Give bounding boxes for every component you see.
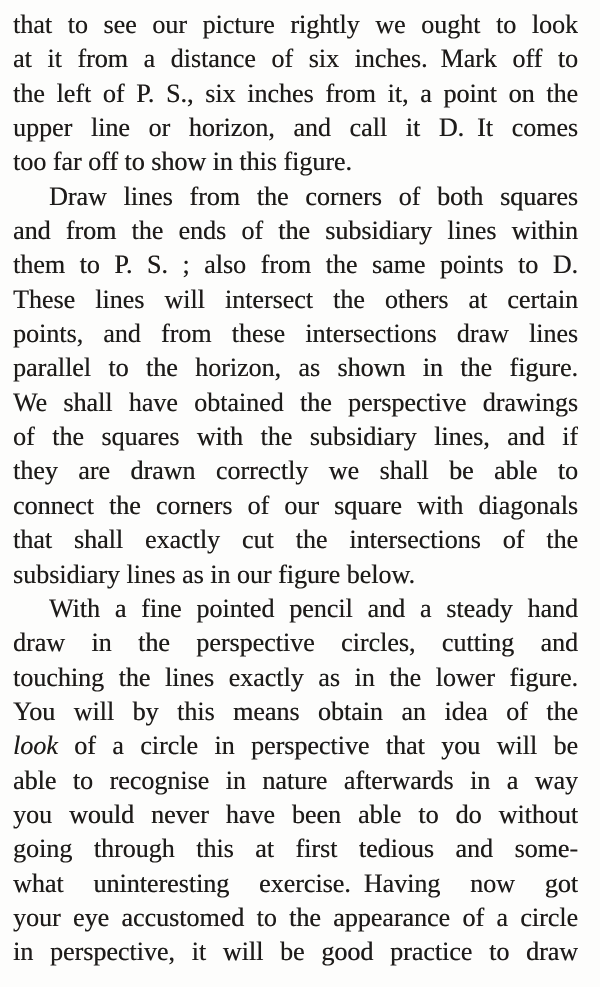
paragraph bbox=[13, 180, 578, 592]
text-line: These lines will intersect the others at certain bbox=[13, 284, 578, 314]
text-line: at it from a distance of six inches. Mark off to bbox=[13, 44, 578, 74]
text-line: too far off to show in this figure. bbox=[13, 147, 352, 177]
text-line: You will by this means obtain an idea of the bbox=[13, 696, 578, 726]
text-line: subsidiary lines as in our figure below. bbox=[13, 559, 415, 589]
paragraph bbox=[13, 592, 578, 970]
text-line: that shall exactly cut the intersections of the bbox=[13, 525, 578, 555]
page-text bbox=[13, 8, 578, 970]
text-line: look of a circle in perspective that you will be bbox=[13, 731, 578, 761]
text-line: your eye accustomed to the appearance of a circle bbox=[13, 902, 578, 932]
text-line: you would never have been able to do without bbox=[13, 799, 578, 829]
text-line: points, and from these intersections draw lines bbox=[13, 319, 578, 349]
text-line: what uninteresting exercise. Having now got bbox=[13, 868, 578, 898]
text-line: We shall have obtained the perspective drawings bbox=[13, 387, 578, 417]
text-line: in perspective, it will be good practice to draw bbox=[13, 937, 578, 967]
text-line: they are drawn correctly we shall be able to bbox=[13, 456, 578, 486]
text-line: going through this at first tedious and some- bbox=[13, 834, 578, 864]
text-line: of the squares with the subsidiary lines, and if bbox=[13, 422, 578, 452]
text-line: and from the ends of the subsidiary lines within bbox=[13, 216, 578, 246]
text-line: upper line or horizon, and call it D. It comes bbox=[13, 113, 578, 143]
text-line: draw in the perspective circles, cutting and bbox=[13, 628, 578, 658]
text-line: connect the corners of our square with diagonals bbox=[13, 490, 578, 520]
paragraph bbox=[13, 8, 578, 180]
text-line: able to recognise in nature afterwards in a way bbox=[13, 765, 578, 795]
text-line: parallel to the horizon, as shown in the figure. bbox=[13, 353, 578, 383]
text-line: them to P. S. ; also from the same points to D. bbox=[13, 250, 578, 280]
text-line: touching the lines exactly as in the lower figure. bbox=[13, 662, 578, 692]
text-line: Draw lines from the corners of both squares bbox=[49, 181, 578, 211]
text-line: that to see our picture rightly we ought to look bbox=[13, 10, 578, 39]
text-line: With a fine pointed pencil and a steady hand bbox=[49, 593, 578, 623]
text-line: the left of P. S., six inches from it, a point on the bbox=[13, 78, 578, 108]
